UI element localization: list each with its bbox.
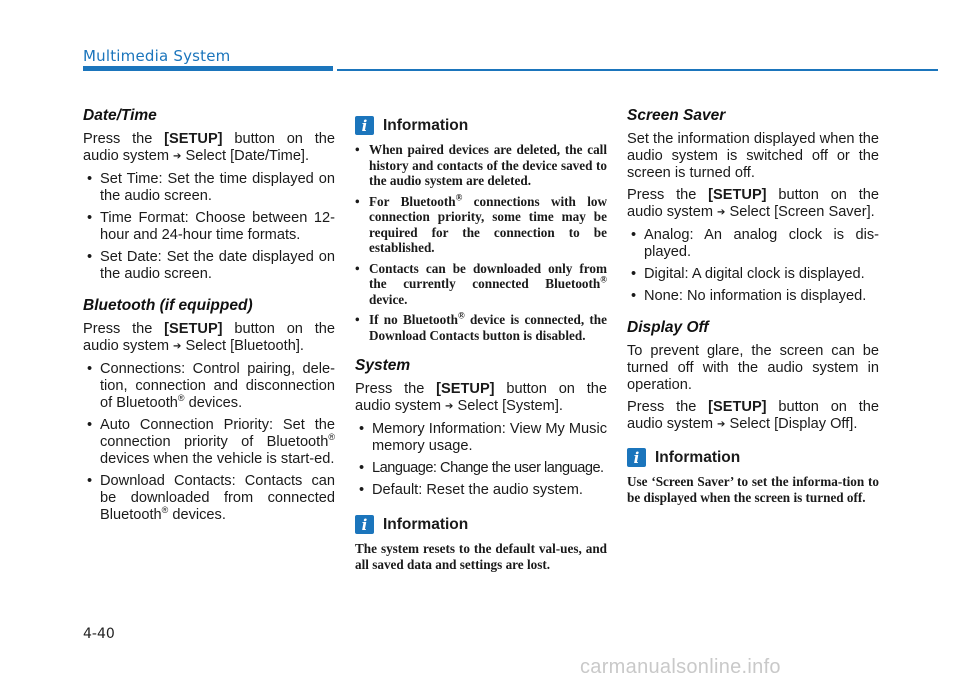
info-heading-label: Information <box>383 116 469 134</box>
setup-button-label: [SETUP] <box>708 399 767 415</box>
arrow-right-icon: ➔ <box>717 207 726 218</box>
bluetooth-heading: Bluetooth (if equipped) <box>83 297 253 314</box>
list-item-text: devices when the vehicle is start-ed. <box>100 451 335 467</box>
press-text: Press the <box>83 321 165 337</box>
setup-button-label: [SETUP] <box>164 321 223 337</box>
datetime-heading: Date/Time <box>83 107 157 124</box>
column-left <box>83 107 335 529</box>
list-item <box>83 473 335 524</box>
list-item-text: Download Contacts: Contacts can be downloaded from connected Bluetooth <box>100 473 335 523</box>
press-text: Press the <box>627 187 709 203</box>
list-item-text: For Bluetooth <box>369 193 456 209</box>
press-text: Press the <box>83 131 165 147</box>
press-text: Select [Screen Saver]. <box>725 204 875 220</box>
press-text: Select [Bluetooth]. <box>181 338 304 354</box>
list-item-text: connections with low connection priority, some time may be required for the connection to be established. <box>369 193 607 255</box>
list-item <box>355 312 607 343</box>
info-icon: i <box>355 515 374 534</box>
screen-saver-heading: Screen Saver <box>627 107 726 124</box>
press-text: Select [System]. <box>453 398 563 414</box>
info-text: The system resets to the default val-ues, and all saved data and settings are lost. <box>355 541 607 572</box>
list-item: • Analog: An analog clock is dis-played. <box>627 227 879 261</box>
list-item-text: devices. <box>168 507 226 523</box>
list-item-text: If no Bluetooth <box>369 312 458 327</box>
screen-saver-intro: Set the information displayed when the audio system is switched off or the screen is turned off. <box>627 131 879 181</box>
column-right <box>627 107 879 505</box>
info-bullet-list <box>355 142 607 343</box>
header-rule-thin <box>337 69 938 71</box>
setup-button-label: [SETUP] <box>164 131 223 147</box>
header-rule-thick <box>83 66 333 71</box>
display-off-intro: To prevent glare, the screen can be turned off with the audio system in operation. <box>627 343 879 393</box>
list-item-text: Auto Connection Priority: Set the connection priority of Bluetooth <box>100 417 335 450</box>
header-title: Multimedia System <box>83 47 231 65</box>
registered-mark: ® <box>455 192 463 203</box>
press-text: button on the audio system <box>627 187 879 220</box>
list-item-text: Connections: Control pairing, dele-tion, connection and disconnection of Bluetooth <box>100 361 335 411</box>
list-item: • None: No information is displayed. <box>627 288 879 305</box>
page-number: 4-40 <box>83 626 115 642</box>
list-item-text: device. <box>369 291 408 307</box>
info-heading-label: Information <box>655 448 741 466</box>
arrow-right-icon: ➔ <box>173 341 182 352</box>
display-off-press-instruction <box>627 399 879 434</box>
screen-saver-press-instruction <box>627 187 879 222</box>
info-icon: i <box>355 116 374 135</box>
arrow-right-icon: ➔ <box>173 151 182 162</box>
setup-button-label: [SETUP] <box>436 381 495 397</box>
press-text: button on the audio system <box>627 399 879 432</box>
press-text: Select [Display Off]. <box>725 416 858 432</box>
system-press-instruction <box>355 381 607 416</box>
press-text: button on the audio system <box>83 131 335 164</box>
list-item: • Digital: A digital clock is displayed. <box>627 266 879 283</box>
watermark: carmanualsonline.info <box>580 656 781 678</box>
info-text: Use ‘Screen Saver’ to set the informa-tion to be displayed when the screen is turned off. <box>627 474 879 505</box>
info-heading <box>627 448 879 467</box>
info-icon: i <box>627 448 646 467</box>
press-text: button on the audio system <box>83 321 335 354</box>
press-text: button on the audio system <box>355 381 607 414</box>
list-item: • Memory Information: View My Music memory usage. <box>355 421 607 455</box>
list-item <box>355 261 607 308</box>
list-item: • Time Format: Choose between 12-hour and 24-hour time formats. <box>83 210 335 244</box>
system-heading: System <box>355 357 411 374</box>
list-item <box>83 361 335 412</box>
datetime-press-instruction <box>83 131 335 166</box>
registered-mark: ® <box>328 432 335 443</box>
setup-button-label: [SETUP] <box>708 187 767 203</box>
system-bullet-list <box>355 421 607 499</box>
list-item: • Set Time: Set the time displayed on the audio screen. <box>83 171 335 205</box>
press-text: Select [Date/Time]. <box>181 148 310 164</box>
bluetooth-press-instruction <box>83 321 335 356</box>
registered-mark: ® <box>161 505 169 516</box>
column-middle <box>355 107 607 572</box>
display-off-heading: Display Off <box>627 319 709 336</box>
list-item: • Default: Reset the audio system. <box>355 482 607 499</box>
list-item <box>355 194 607 256</box>
datetime-bullet-list <box>83 171 335 283</box>
registered-mark: ® <box>600 274 607 285</box>
bluetooth-bullet-list <box>83 361 335 524</box>
press-text: Press the <box>627 399 709 415</box>
list-item: • Language: Change the user language. <box>355 460 607 477</box>
screen-saver-bullet-list <box>627 227 879 305</box>
arrow-right-icon: ➔ <box>717 419 726 430</box>
list-item-text: devices. <box>184 395 243 411</box>
press-text: Press the <box>355 381 437 397</box>
list-item: • Set Date: Set the date displayed on the audio screen. <box>83 249 335 283</box>
info-heading <box>355 515 607 534</box>
info-heading <box>355 116 607 135</box>
arrow-right-icon: ➔ <box>445 401 454 412</box>
info-heading-label: Information <box>383 515 469 533</box>
list-item: • When paired devices are deleted, the call history and contacts of the device saved to the audio system are deleted. <box>355 142 607 189</box>
list-item <box>83 417 335 468</box>
registered-mark: ® <box>457 310 465 321</box>
registered-mark: ® <box>177 393 185 404</box>
list-item-text: Contacts can be downloaded only from the currently connected Bluetooth <box>369 260 607 291</box>
list-item-text: device is connected, the Download Contacts button is disabled. <box>369 312 607 343</box>
